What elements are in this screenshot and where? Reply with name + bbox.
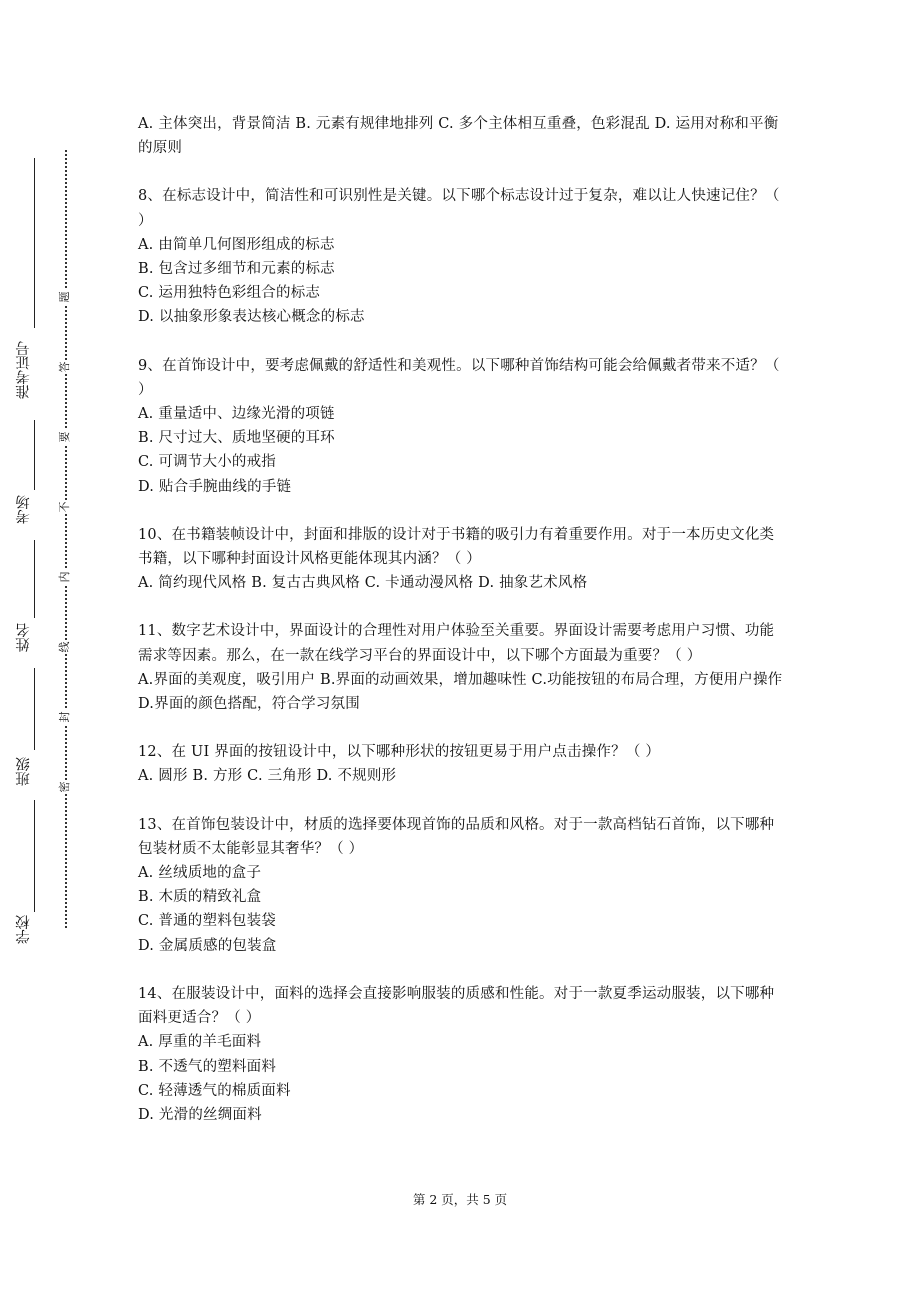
option: C. 普通的塑料包装袋 [138, 913, 276, 930]
question-8 [138, 184, 786, 329]
seal-dotted-line [65, 150, 67, 928]
option: B. 尺寸过大、质地坚硬的耳环 [138, 430, 335, 447]
class-line [34, 668, 35, 750]
question-stem: 10、在书籍装帧设计中，封面和排版的设计对于书籍的吸引力有着重要作用。对于一本历史文化类书籍，以下哪种封面设计风格更能体现其内涵？（ ） [138, 526, 775, 568]
option: D. 以抽象形象表达核心概念的标志 [138, 309, 365, 326]
option-line: A. 主体突出，背景简洁 B. 元素有规律地排列 C. 多个主体相互重叠，色彩混乱 D. 运用对称和平衡的原则 [138, 116, 779, 157]
question-stem: 9、在首饰设计中，要考虑佩戴的舒适性和美观性。以下哪种首饰结构可能会给佩戴者带来不适？（ ） [138, 357, 780, 398]
question-10 [138, 523, 786, 596]
question-stem: 11、数字艺术设计中，界面设计的合理性对用户体验至关重要。界面设计需要考虑用户习惯、功能需求等因素。那么，在一款在线学习平台的界面设计中，以下哪个方面最为重要？（ ） [138, 623, 775, 664]
name-line [34, 540, 35, 618]
question-stem: 14、在服装设计中，面料的选择会直接影响服装的质感和性能。对于一款夏季运动服装，以下哪种面料更适合？（ ） [138, 985, 775, 1027]
seal-char: 封 [58, 711, 71, 723]
school-label: 学校 [16, 915, 32, 945]
option: D. 贴合手腕曲线的手链 [138, 478, 292, 495]
seal-char: 答 [58, 361, 71, 373]
exam-room-label: 考场 [16, 495, 32, 525]
exam-number-label: 准考证号 [16, 341, 32, 399]
question-content [138, 112, 786, 1127]
option: D. 光滑的丝绸面料 [138, 1106, 262, 1123]
option: B. 木质的精致礼盒 [138, 889, 262, 906]
option: A. 丝绒质地的盒子 [138, 865, 262, 882]
question-14 [138, 982, 786, 1127]
seal-char: 密 [58, 781, 71, 793]
option: D. 金属质感的包装盒 [138, 937, 277, 954]
option: C. 轻薄透气的棉质面料 [138, 1082, 291, 1099]
option: B. 不透气的塑料面料 [138, 1058, 277, 1075]
option: A. 重量适中、边缘光滑的项链 [138, 406, 335, 423]
option-line: A.界面的美观度，吸引用户 B.界面的动画效果，增加趣味性 C.功能按钮的布局合理，方便用户操作 D.界面的颜色搭配，符合学习氛围 [138, 671, 783, 713]
exam-room-line [34, 420, 35, 490]
question-11 [138, 619, 786, 716]
school-line [34, 800, 35, 912]
seal-char: 题 [58, 291, 71, 303]
seal-char: 要 [58, 431, 71, 443]
class-label: 班级 [16, 757, 32, 787]
option: A. 厚重的羊毛面料 [138, 1034, 262, 1051]
question-stem: 13、在首饰包装设计中，材质的选择要体现首饰的品质和风格。对于一款高档钻石首饰，以下哪种包装材质不太能彰显其奢华？（ ） [138, 816, 775, 857]
option-line: A. 圆形 B. 方形 C. 三角形 D. 不规则形 [138, 768, 397, 785]
question-12 [138, 740, 786, 788]
exam-number-line [34, 158, 35, 328]
option: A. 由简单几何图形组成的标志 [138, 236, 335, 253]
question-stem: 12、在 UI 界面的按钮设计中，以下哪种形状的按钮更易于用户点击操作？（ ） [138, 744, 661, 761]
seal-char: 线 [58, 641, 71, 653]
question-7-options [138, 112, 786, 160]
option: C. 可调节大小的戒指 [138, 454, 276, 471]
option: C. 运用独特色彩组合的标志 [138, 285, 321, 302]
seal-char: 内 [58, 571, 71, 583]
name-label: 姓名 [16, 623, 32, 653]
question-stem: 8、在标志设计中，简洁性和可识别性是关键。以下哪个标志设计过于复杂，难以让人快速记住？（ ） [138, 188, 780, 229]
page-number: 第 2 页，共 5 页 [412, 1192, 508, 1207]
question-13 [138, 813, 786, 958]
question-9 [138, 354, 786, 499]
option-line: A. 简约现代风格 B. 复古古典风格 C. 卡通动漫风格 D. 抽象艺术风格 [138, 575, 588, 592]
option: B. 包含过多细节和元素的标志 [138, 261, 335, 278]
seal-char: 不 [58, 501, 71, 513]
